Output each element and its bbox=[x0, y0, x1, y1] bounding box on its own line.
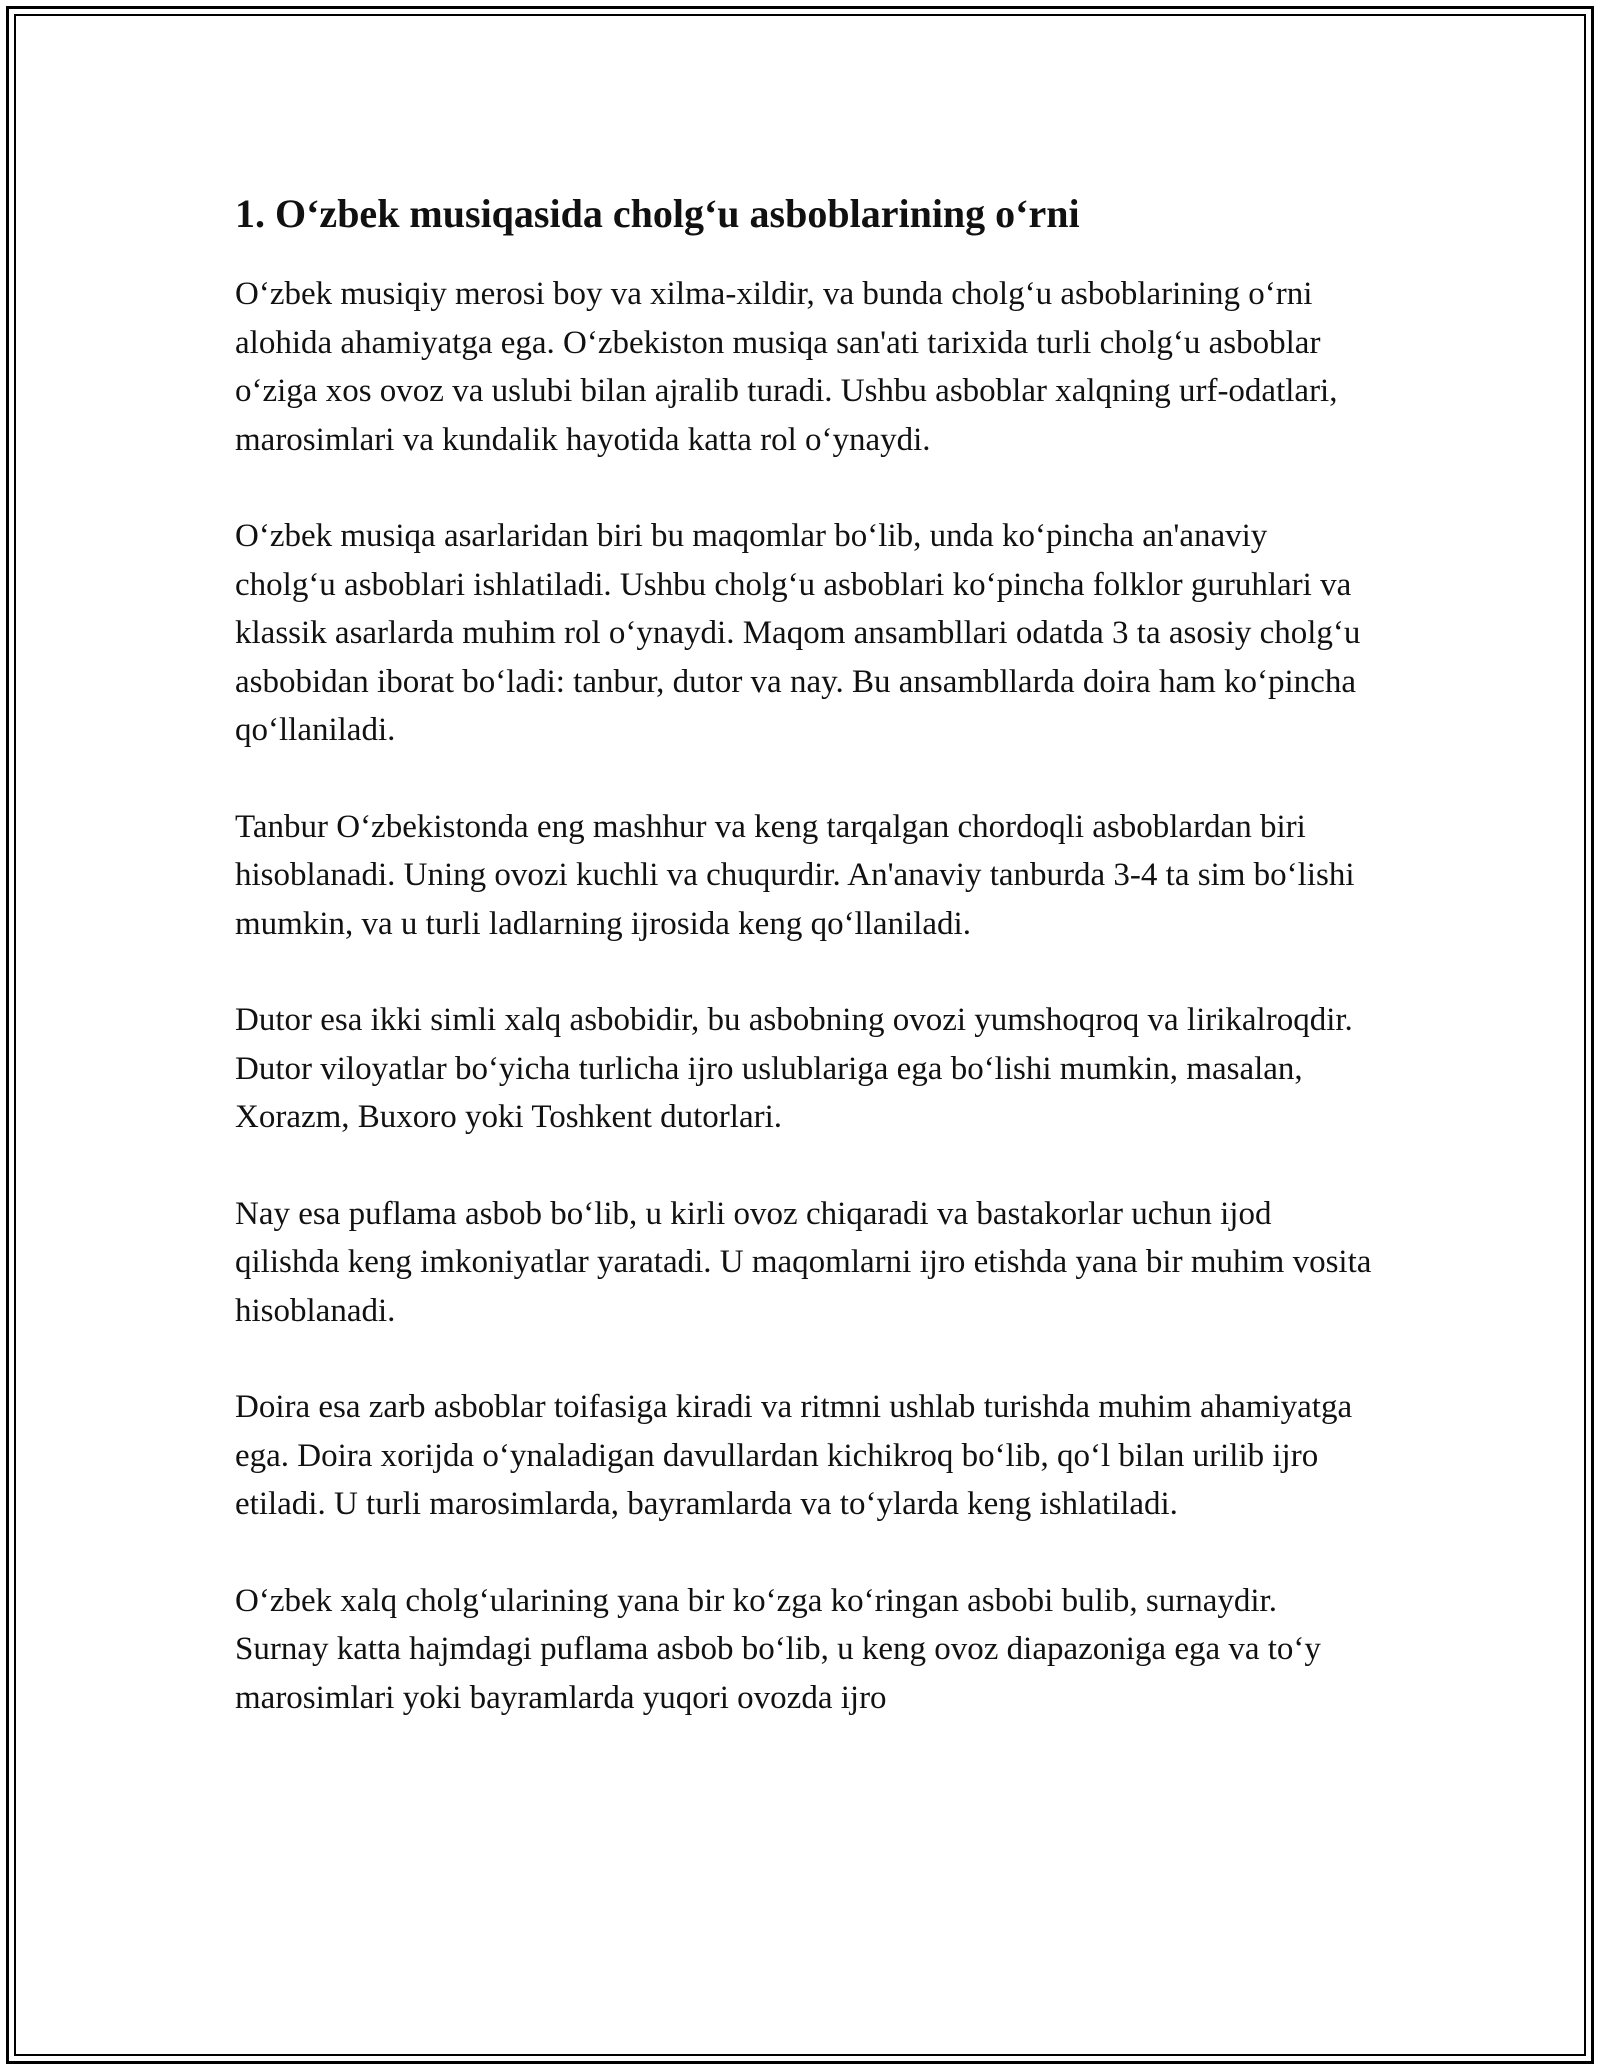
paragraph-surnay: O‘zbek xalq cholg‘ularining yana bir ko‘zga ko‘ringan asbobi bulib, surnaydir. Surnay katta hajmdagi puflama asbob bo‘lib, u keng ovoz diapazoniga ega va to‘y marosimlari yoki bayramlarda yuqori ovozda ijro bbox=[235, 1582, 1321, 1716]
paragraph-tanbur: Tanbur O‘zbekistonda eng mashhur va keng tarqalgan chordoqli asboblardan biri hisoblanadi. Uning ovozi kuchli va chuqurdir. An'anaviy tanburda 3-4 ta sim bo‘lishi mumkin, va u turli ladlarning ijrosida keng qo‘llaniladi. bbox=[235, 808, 1355, 942]
section-heading: 1. O‘zbek musiqasida cholg‘u asboblarining o‘rni bbox=[235, 191, 1080, 236]
paragraph-maqom: O‘zbek musiqa asarlaridan biri bu maqomlar bo‘lib, unda ko‘pincha an'anaviy cholg‘u asboblari ishlatiladi. Ushbu cholg‘u asboblari ko‘pincha folklor guruhlari va klassik asarlarda muhim rol o‘ynaydi. Maqom ansambllari odatda 3 ta asosiy cholg‘u asbobidan iborat bo‘ladi: tanbur, dutor va nay. Bu ansambllarda doira ham ko‘pincha qo‘llaniladi. bbox=[235, 518, 1361, 748]
paragraph-doira: Doira esa zarb asboblar toifasiga kiradi va ritmni ushlab turishda muhim ahamiyatga ega. Doira xorijda o‘ynaladigan davullardan kichikroq bo‘lib, qo‘l bilan urilib ijro etiladi. U turli marosimlarda, bayramlarda va to‘ylarda keng ishlatiladi. bbox=[235, 1389, 1353, 1522]
paragraph-dutor: Dutor esa ikki simli xalq asbobidir, bu asbobning ovozi yumshoqroq va lirikalroqdir. Dutor viloyatlar bo‘yicha turlicha ijro uslublariga ega bo‘lishi mumkin, masalan, Xorazm, Buxoro yoki Toshkent dutorlari. bbox=[235, 1002, 1353, 1135]
paragraph-nay: Nay esa puflama asbob bo‘lib, u kirli ovoz chiqaradi va bastakorlar uchun ijod qilishda keng imkoniyatlar yaratadi. U maqomlarni ijro etishda yana bir muhim vosita hisoblanadi. bbox=[235, 1195, 1372, 1329]
document-body bbox=[235, 186, 1375, 1722]
paragraph-intro: O‘zbek musiqiy merosi boy va xilma-xildir, va bunda cholg‘u asboblarining o‘rni alohida ahamiyatga ega. O‘zbekiston musiqa san'ati tarixida turli cholg‘u asboblar o‘ziga xos ovoz va uslubi bilan ajralib turadi. Ushbu asboblar xalqning urf-odatlari, marosimlari va kundalik hayotida katta rol o‘ynaydi. bbox=[235, 276, 1338, 458]
